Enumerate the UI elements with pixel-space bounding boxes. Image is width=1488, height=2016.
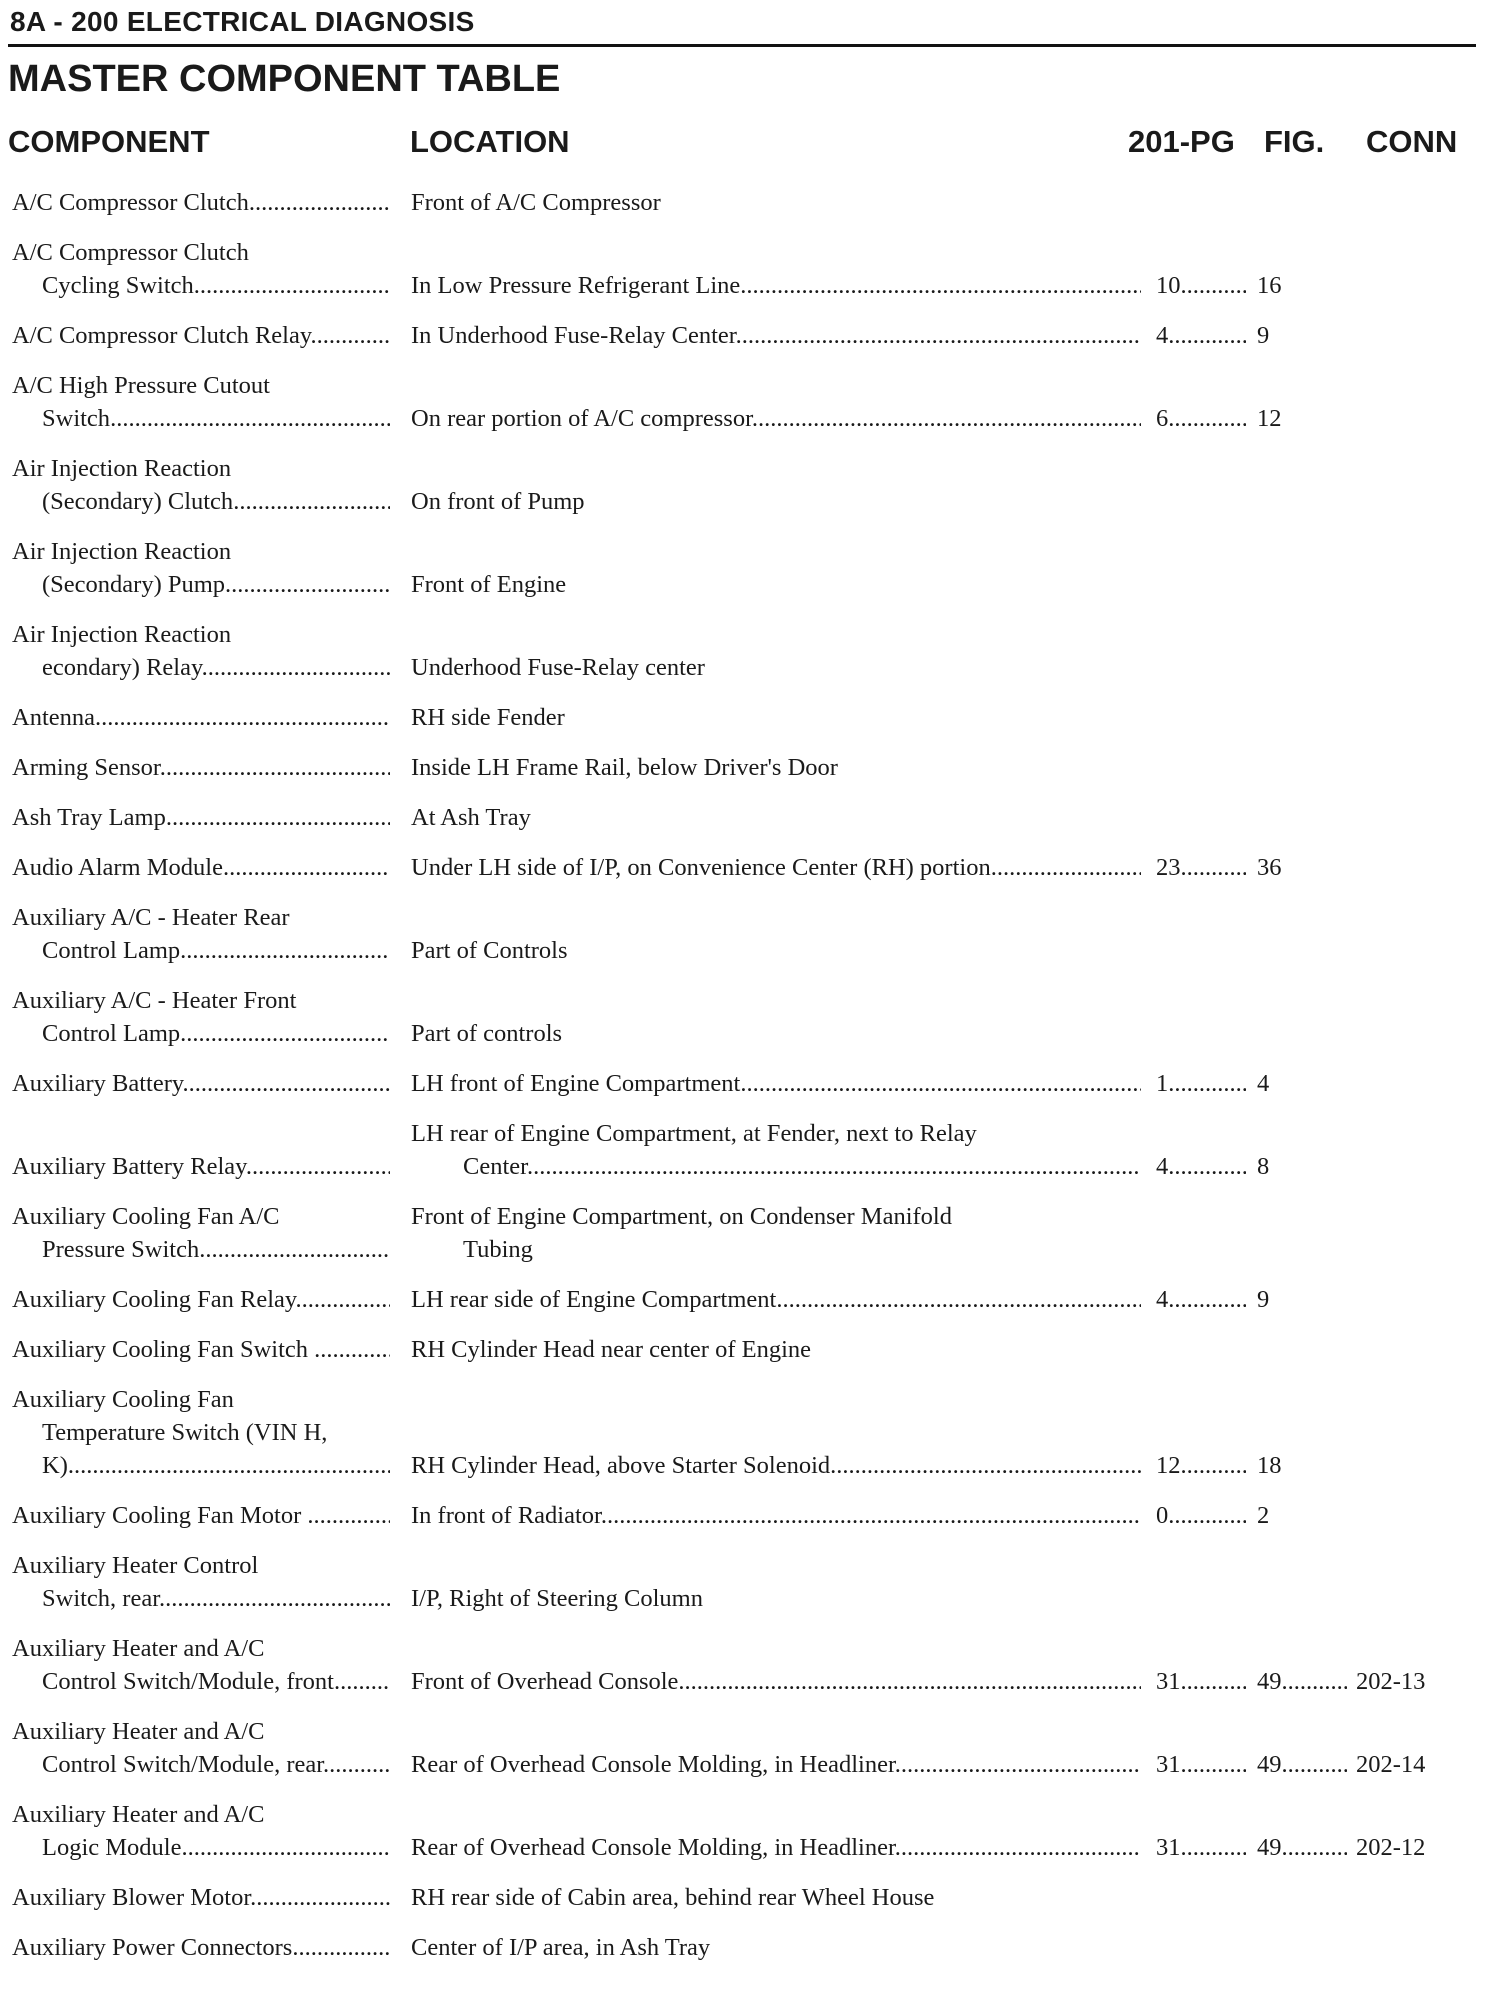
figure-number-value: 49 [1257,1834,1282,1861]
component-name [12,319,390,352]
component-name-line: A/C High Pressure Cutout [12,372,270,399]
component-location-line: At Ash Tray [411,804,531,831]
component-name-line: Auxiliary Battery Relay ..... [12,1150,390,1183]
component-location-line: Underhood Fuse-Relay center [411,654,705,681]
component-location-line: Rear of Overhead Console Molding, in Headliner ..... [411,1831,1141,1864]
figure-number-value: 9 [1257,322,1270,349]
component-name-line: Auxiliary Cooling Fan Switch .. ..... [12,1333,390,1366]
component-name-line: (Secondary) Clutch ..... [12,485,390,518]
component-location [411,1200,1131,1266]
page-number [1156,851,1246,884]
page-number-value: 23 [1156,854,1181,881]
page-number-value: 4 [1156,322,1169,349]
component-name [12,984,390,1050]
component-location-line: RH rear side of Cabin area, behind rear Wheel House [411,1884,935,1911]
component-name [12,236,390,302]
component-name [12,369,390,435]
component-location [411,801,1131,834]
component-name-line: A/C Compressor Clutch ..... [12,186,390,219]
figure-number-value: 49 [1257,1751,1282,1778]
component-location-line: Front of Engine Compartment, on Condenser Manifold [411,1203,952,1230]
component-name-line: Air Injection Reaction [12,455,232,482]
component-name-line: Control Switch/Module, front ..... [12,1665,390,1698]
page-number [1156,1831,1246,1864]
component-name-line: Auxiliary Cooling Fan Motor ... ..... [12,1499,390,1532]
page-number [1156,1499,1246,1532]
page-number [1156,1748,1246,1781]
page-number [1156,402,1246,435]
figure-number [1257,1499,1269,1532]
component-location-line: I/P, Right of Steering Column [411,1585,703,1612]
component-name [12,1333,390,1366]
component-name-line: Auxiliary Blower Motor ..... [12,1881,390,1914]
connector-number: 202-14 [1356,1751,1426,1778]
component-location-line: On rear portion of A/C compressor ..... [411,402,1141,435]
component-location-line: Part of controls [411,1020,563,1047]
component-location-line: Center of I/P area, in Ash Tray [411,1934,711,1961]
component-name [12,1715,390,1781]
component-location [411,751,1131,784]
component-location [411,1748,1141,1781]
figure-number-value: 2 [1257,1502,1270,1529]
component-name-line: Switch ..... [12,402,390,435]
component-name [12,851,390,884]
page-number-value: 6 [1156,405,1169,432]
page-number-value: 1 [1156,1070,1169,1097]
component-location-line: Under LH side of I/P, on Convenience Center (RH) portion.. ..... [411,851,1141,884]
component-name-line: Antenna ..... [12,701,390,734]
component-name-line: Audio Alarm Module ..... [12,851,390,884]
figure-number-value: 9 [1257,1286,1270,1313]
page-number [1156,1150,1246,1183]
component-location-line: RH Cylinder Head near center of Engine [411,1336,812,1363]
component-name-line: K) ..... [12,1449,390,1482]
component-name-line: (Secondary) Pump ..... [12,568,390,601]
page-number-value: 31 [1156,1751,1181,1778]
component-location [411,1017,1131,1050]
component-name-line: Switch, rear ..... [12,1582,390,1615]
component-location [411,1117,1141,1183]
component-name [12,801,390,834]
component-name-line: Cycling Switch ..... [12,269,390,302]
component-location [411,1665,1141,1698]
component-location [411,1449,1141,1482]
column-header-conn: CONN [1366,124,1458,159]
column-header-pg: 201-PG [1128,124,1235,159]
component-location-line: Part of Controls [411,937,568,964]
component-name-line: Auxiliary A/C - Heater Rear [12,904,290,931]
component-name-line: Auxiliary Heater Control [12,1552,259,1579]
component-location-line: RH side Fender [411,704,565,731]
figure-number [1257,402,1282,435]
component-name [12,618,390,684]
page-number [1156,1067,1246,1100]
component-name [12,751,390,784]
figure-number [1257,1831,1347,1864]
component-name-line: Auxiliary Cooling Fan Relay.... ..... [12,1283,390,1316]
component-name [12,452,390,518]
component-location-line: RH Cylinder Head, above Starter Solenoid ..... [411,1449,1141,1482]
component-location [411,1582,1131,1615]
page-number-value: 4 [1156,1286,1169,1313]
component-location-line: Front of Overhead Console ..... [411,1665,1141,1698]
component-name-line: Auxiliary A/C - Heater Front [12,987,297,1014]
component-name [12,1931,390,1964]
component-location [411,651,1131,684]
component-name-line: Auxiliary Battery ..... [12,1067,390,1100]
figure-number [1257,1665,1347,1698]
component-name-line: Auxiliary Heater and A/C [12,1635,265,1662]
component-name-line: Auxiliary Heater and A/C [12,1718,265,1745]
component-location [411,1831,1141,1864]
page-number [1156,1665,1246,1698]
figure-number [1257,319,1269,352]
component-name-line: Auxiliary Cooling Fan A/C [12,1203,280,1230]
figure-number-value: 4 [1257,1070,1270,1097]
component-name-line: Auxiliary Heater and A/C [12,1801,265,1828]
column-header-component: COMPONENT [8,124,210,159]
component-name-line: Logic Module ..... [12,1831,390,1864]
component-location-line: LH front of Engine Compartment ..... [411,1067,1141,1100]
page-number-value: 12 [1156,1452,1181,1479]
component-location [411,1283,1141,1316]
component-name-line: A/C Compressor Clutch [12,239,249,266]
component-name [12,1283,390,1316]
component-location [411,851,1141,884]
figure-number [1257,1150,1269,1183]
component-name [12,1067,390,1100]
component-name-line: Air Injection Reaction [12,538,232,565]
component-location-line: Center ..... [411,1150,1141,1183]
figure-number-value: 16 [1257,272,1282,299]
component-location [411,568,1131,601]
page-number-value: 0 [1156,1502,1169,1529]
component-name [12,1200,390,1266]
component-name [12,701,390,734]
component-name-line: Control Lamp ..... [12,934,390,967]
page-number [1156,1283,1246,1316]
component-name [12,1632,390,1698]
component-location-line: In Underhood Fuse-Relay Center ..... [411,319,1141,352]
component-location-line: LH rear side of Engine Compartment ..... [411,1283,1141,1316]
component-name [12,1549,390,1615]
component-name [12,1150,390,1183]
component-location-line: Front of A/C Compressor [411,189,661,216]
component-location-line: In front of Radiator ..... [411,1499,1141,1532]
component-location-line: LH rear of Engine Compartment, at Fender, next to Relay [411,1120,977,1147]
component-name [12,535,390,601]
component-name [12,901,390,967]
column-header-location: LOCATION [410,124,570,159]
component-name-line: econdary) Relay ..... [12,651,390,684]
component-name [12,1798,390,1864]
connector-number: 202-12 [1356,1834,1426,1861]
figure-number [1257,1283,1269,1316]
component-name-line: Control Switch/Module, rear.. ..... [12,1748,390,1781]
figure-number [1257,1748,1347,1781]
component-location [411,934,1131,967]
component-name [12,1499,390,1532]
section-header: 8A - 200 ELECTRICAL DIAGNOSIS [10,6,475,37]
figure-number-value: 12 [1257,405,1282,432]
component-name-line: Control Lamp ..... [12,1017,390,1050]
component-name-line: Ash Tray Lamp ..... [12,801,390,834]
figure-number-value: 49 [1257,1668,1282,1695]
component-location [411,1881,1131,1914]
page-number [1156,1449,1246,1482]
connector-number: 202-13 [1356,1668,1426,1695]
component-name-line: Air Injection Reaction [12,621,232,648]
component-location [411,485,1131,518]
component-location [411,319,1141,352]
component-location-line: Tubing [463,1236,533,1263]
figure-number-value: 18 [1257,1452,1282,1479]
component-name-line: Auxiliary Cooling Fan [12,1386,234,1413]
column-header-fig: FIG. [1264,124,1325,159]
page-number [1156,319,1246,352]
figure-number [1257,851,1282,884]
figure-number [1257,269,1282,302]
page-number-value: 4 [1156,1153,1169,1180]
page-number [1156,269,1246,302]
component-location [411,1333,1131,1366]
component-name-line: A/C Compressor Clutch Relay.. ..... [12,319,390,352]
figure-number-value: 36 [1257,854,1282,881]
page-title: MASTER COMPONENT TABLE [8,58,561,100]
component-location [411,1499,1141,1532]
component-location-line: Inside LH Frame Rail, below Driver's Door [411,754,838,781]
page-number-value: 31 [1156,1834,1181,1861]
component-location [411,1931,1131,1964]
figure-number-value: 8 [1257,1153,1270,1180]
component-location-line: Front of Engine [411,571,567,598]
component-location-line: Rear of Overhead Console Molding, in Headliner ..... [411,1748,1141,1781]
component-location [411,1067,1141,1100]
component-location-line: On front of Pump [411,488,585,515]
component-name [12,1383,390,1482]
component-name-line: Auxiliary Power Connectors...... ..... [12,1931,390,1964]
component-location [411,701,1131,734]
component-name [12,1881,390,1914]
page-number-value: 10 [1156,272,1181,299]
page-number-value: 31 [1156,1668,1181,1695]
component-location [411,186,1131,219]
component-name-line: Pressure Switch ..... [12,1233,390,1266]
component-location [411,269,1141,302]
figure-number [1257,1067,1269,1100]
component-location [411,402,1141,435]
component-name-line: Temperature Switch (VIN H, [42,1419,328,1446]
component-name [12,186,390,219]
component-location-line: In Low Pressure Refrigerant Line ..... [411,269,1141,302]
figure-number [1257,1449,1282,1482]
component-name-line: Arming Sensor ..... [12,751,390,784]
